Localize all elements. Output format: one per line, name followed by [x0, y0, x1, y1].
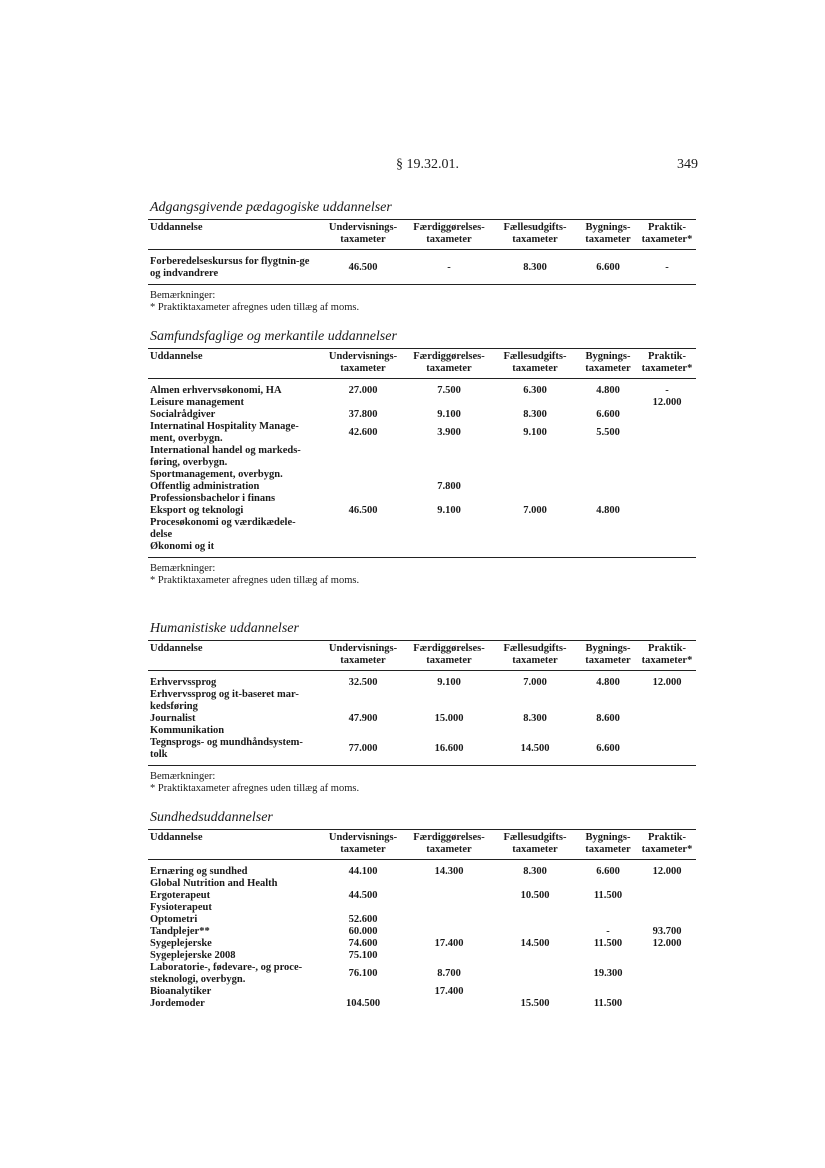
column-header	[492, 220, 578, 250]
education-name: International handel og markeds-føring, overbygn.	[150, 445, 301, 468]
taxameter-value: 8.300	[523, 713, 547, 724]
taxameter-value: 44.500	[348, 890, 378, 901]
taxameter-value	[638, 914, 696, 926]
education-name: Erhvervssprog og it-baseret mar-kedsføring	[150, 689, 299, 712]
table-row	[148, 902, 696, 914]
remarks-heading: Bemærkninger:	[150, 290, 216, 301]
column-header-line: taxameter	[512, 655, 558, 666]
taxameter-value	[406, 926, 492, 938]
taxameter-value	[638, 493, 696, 505]
column-header	[320, 349, 406, 379]
taxameter-value: 5.500	[596, 427, 620, 438]
taxameter-table	[148, 220, 696, 284]
table-row	[148, 469, 696, 481]
taxameter-value: 12.000	[652, 677, 682, 688]
column-header-line: taxameter	[426, 234, 472, 245]
education-name: Sportmanagement, overbygn.	[150, 469, 283, 480]
column-header-line: taxameter*	[641, 363, 693, 374]
taxameter-value	[578, 397, 638, 409]
taxameter-value	[638, 505, 696, 517]
taxameter-value: 15.000	[434, 713, 464, 724]
taxameter-value: 6.600	[596, 409, 620, 420]
taxameter-value	[638, 689, 696, 713]
education-name: Laboratorie-, fødevare-, og proce-steknologi, overbygn.	[150, 962, 303, 985]
column-header-line: Færdiggørelses-	[413, 351, 485, 362]
taxameter-value: 10.500	[520, 890, 550, 901]
taxameter-value	[320, 493, 406, 505]
taxameter-value	[406, 517, 492, 541]
column-header-line: Undervisnings-	[328, 222, 398, 233]
taxameter-value	[492, 926, 578, 938]
taxameter-value	[320, 517, 406, 541]
section-samfundsfaglige	[148, 329, 696, 587]
column-header-line: Undervisnings-	[328, 643, 398, 654]
taxameter-value	[578, 541, 638, 553]
taxameter-value	[320, 725, 406, 737]
taxameter-value	[492, 517, 578, 541]
table-row	[148, 713, 696, 725]
taxameter-value	[320, 481, 406, 493]
taxameter-value: 6.600	[596, 262, 620, 273]
taxameter-value: 6.600	[596, 743, 620, 754]
taxameter-value: 46.500	[348, 262, 378, 273]
table-row	[148, 863, 696, 878]
column-header	[320, 220, 406, 250]
taxameter-value	[638, 962, 696, 986]
column-header-line: Færdiggørelses-	[413, 222, 485, 233]
taxameter-value: 9.100	[437, 505, 461, 516]
taxameter-value: 104.500	[345, 998, 381, 1009]
taxameter-value: 11.500	[593, 938, 623, 949]
taxameter-value	[406, 397, 492, 409]
taxameter-value: 77.000	[348, 743, 378, 754]
taxameter-value: 17.400	[434, 938, 464, 949]
education-name: Økonomi og it	[150, 541, 215, 552]
education-name: Forberedelseskursus for flygtnin-ge og indvandrere	[150, 256, 310, 279]
taxameter-value	[406, 541, 492, 553]
table-row	[148, 725, 696, 737]
column-header-line: Undervisnings-	[328, 832, 398, 843]
column-header-line: taxameter	[340, 363, 386, 374]
section-title: Samfundsfaglige og merkantile uddannelser	[150, 329, 397, 344]
taxameter-value	[320, 986, 406, 998]
column-header	[492, 641, 578, 671]
taxameter-value: 17.400	[434, 986, 464, 997]
table-row	[148, 998, 696, 1010]
taxameter-value	[578, 902, 638, 914]
education-name: Bioanalytiker	[150, 986, 212, 997]
column-header-line: Bygnings-	[585, 351, 631, 362]
education-name: Jordemoder	[150, 998, 205, 1009]
taxameter-value: 4.800	[596, 677, 620, 688]
column-header-line: Fællesudgifts-	[503, 351, 567, 362]
table-row	[148, 397, 696, 409]
taxameter-value	[406, 950, 492, 962]
column-header-line: taxameter	[512, 363, 558, 374]
taxameter-value	[406, 445, 492, 469]
taxameter-value: 6.600	[596, 866, 620, 877]
taxameter-value	[578, 878, 638, 890]
taxameter-value	[638, 986, 696, 998]
taxameter-value	[578, 950, 638, 962]
taxameter-value: 12.000	[652, 866, 682, 877]
column-header-line: taxameter	[585, 363, 631, 374]
taxameter-value	[578, 445, 638, 469]
table-row	[148, 674, 696, 689]
remarks-text: * Praktiktaxameter afregnes uden tillæg af moms.	[150, 575, 360, 586]
taxameter-value	[492, 481, 578, 493]
taxameter-value: 4.800	[596, 505, 620, 516]
taxameter-value	[638, 517, 696, 541]
taxameter-value: 11.500	[593, 998, 623, 1009]
education-name: Internatinal Hospitality Manage-ment, overbygn.	[150, 421, 299, 444]
column-header	[492, 349, 578, 379]
taxameter-value	[406, 890, 492, 902]
education-name: Professionsbachelor i finans	[150, 493, 276, 504]
taxameter-value	[578, 517, 638, 541]
taxameter-value	[638, 902, 696, 914]
taxameter-value: 19.300	[593, 968, 623, 979]
column-header-line: Praktik-	[648, 222, 686, 233]
column-header-line: taxameter	[340, 844, 386, 855]
taxameter-value: 15.500	[520, 998, 550, 1009]
header-row	[148, 220, 696, 250]
table-row	[148, 938, 696, 950]
taxameter-value	[406, 998, 492, 1010]
column-header-line: Uddannelse	[150, 832, 203, 843]
column-header	[148, 349, 320, 379]
taxameter-table	[148, 641, 696, 765]
column-header	[406, 220, 492, 250]
taxameter-value	[638, 737, 696, 761]
taxameter-table	[148, 830, 696, 1014]
section-reference: § 19.32.01.	[396, 157, 459, 172]
taxameter-value: 9.100	[437, 409, 461, 420]
taxameter-value: -	[665, 262, 669, 273]
education-name: Socialrådgiver	[150, 409, 216, 420]
header-row	[148, 349, 696, 379]
table-row	[148, 914, 696, 926]
taxameter-value	[320, 902, 406, 914]
education-name: Tegnsprogs- og mundhåndsystem-tolk	[150, 737, 303, 760]
education-name: Global Nutrition and Health	[150, 878, 278, 889]
taxameter-value	[492, 469, 578, 481]
taxameter-value: 75.100	[348, 950, 378, 961]
column-header-line: Undervisnings-	[328, 351, 398, 362]
column-header-line: Fællesudgifts-	[503, 222, 567, 233]
taxameter-value	[492, 962, 578, 986]
taxameter-value	[406, 902, 492, 914]
column-header-line: taxameter	[585, 844, 631, 855]
taxameter-value	[320, 397, 406, 409]
taxameter-value	[638, 878, 696, 890]
taxameter-value: 8.300	[523, 866, 547, 877]
taxameter-value	[406, 725, 492, 737]
taxameter-value: -	[665, 385, 669, 396]
taxameter-value: 11.500	[593, 890, 623, 901]
taxameter-value	[320, 541, 406, 553]
table-row	[148, 481, 696, 493]
column-header	[578, 830, 638, 860]
table-row	[148, 382, 696, 397]
education-name: Fysioterapeut	[150, 902, 212, 913]
column-header-line: taxameter	[512, 844, 558, 855]
column-header-line: Fællesudgifts-	[503, 832, 567, 843]
taxameter-value	[492, 689, 578, 713]
column-header-line: taxameter	[426, 844, 472, 855]
taxameter-value: -	[606, 926, 610, 937]
education-name: Leisure management	[150, 397, 245, 408]
remarks-text: * Praktiktaxameter afregnes uden tillæg af moms.	[150, 783, 360, 794]
section-adgangsgivende	[148, 200, 696, 314]
column-header	[148, 830, 320, 860]
column-header	[578, 349, 638, 379]
taxameter-value	[492, 445, 578, 469]
column-header-line: taxameter	[426, 655, 472, 666]
taxameter-value	[578, 689, 638, 713]
header-row	[148, 641, 696, 671]
taxameter-value	[320, 469, 406, 481]
table-row	[148, 253, 696, 280]
taxameter-value	[406, 878, 492, 890]
page-number: 349	[677, 157, 698, 172]
table-row	[148, 890, 696, 902]
column-header-line: taxameter	[426, 363, 472, 374]
taxameter-value: 6.300	[523, 385, 547, 396]
taxameter-value	[320, 878, 406, 890]
taxameter-value	[578, 725, 638, 737]
taxameter-value: 12.000	[652, 397, 682, 408]
education-name: Sygeplejerske 2008	[150, 950, 236, 961]
remarks	[148, 558, 696, 587]
education-name: Journalist	[150, 713, 196, 724]
table-end-space	[148, 1010, 696, 1014]
taxameter-value	[492, 397, 578, 409]
taxameter-value	[638, 445, 696, 469]
header-row	[148, 830, 696, 860]
taxameter-value	[578, 481, 638, 493]
taxameter-value	[638, 541, 696, 553]
taxameter-value	[492, 541, 578, 553]
taxameter-value	[638, 950, 696, 962]
column-header-line: Bygnings-	[585, 222, 631, 233]
taxameter-value	[638, 481, 696, 493]
taxameter-value: 3.900	[437, 427, 461, 438]
taxameter-value: 8.700	[437, 968, 461, 979]
column-header-line: Uddannelse	[150, 351, 203, 362]
table-row	[148, 878, 696, 890]
taxameter-value	[320, 689, 406, 713]
column-header-line: Praktik-	[648, 643, 686, 654]
taxameter-value: 7.000	[523, 677, 547, 688]
education-name: Ergoterapeut	[150, 890, 211, 901]
taxameter-value: 60.000	[348, 926, 378, 937]
taxameter-value: 14.500	[520, 743, 550, 754]
education-name: Kommunikation	[150, 725, 225, 736]
column-header	[578, 641, 638, 671]
taxameter-value: 76.100	[348, 968, 378, 979]
taxameter-value	[406, 914, 492, 926]
column-header-line: Bygnings-	[585, 643, 631, 654]
column-header-line: taxameter	[512, 234, 558, 245]
taxameter-value: 52.600	[348, 914, 378, 925]
table-row	[148, 517, 696, 541]
section-title: Sundhedsuddannelser	[150, 810, 273, 825]
education-name: Erhvervssprog	[150, 677, 217, 688]
section-title: Humanistiske uddannelser	[150, 621, 299, 636]
column-header	[638, 220, 696, 250]
remarks-heading: Bemærkninger:	[150, 563, 216, 574]
column-header	[406, 349, 492, 379]
column-header-line: Færdiggørelses-	[413, 643, 485, 654]
education-name: Sygeplejerske	[150, 938, 212, 949]
taxameter-value: 47.900	[348, 713, 378, 724]
taxameter-value	[492, 986, 578, 998]
column-header	[148, 220, 320, 250]
column-header	[406, 830, 492, 860]
table-row	[148, 689, 696, 713]
taxameter-value: 27.000	[348, 385, 378, 396]
taxameter-value: 7.500	[437, 385, 461, 396]
column-header-line: Praktik-	[648, 832, 686, 843]
taxameter-value	[320, 445, 406, 469]
taxameter-value	[578, 469, 638, 481]
taxameter-value	[638, 421, 696, 445]
taxameter-value	[638, 998, 696, 1010]
column-header-line: Praktik-	[648, 351, 686, 362]
taxameter-value: 93.700	[652, 926, 682, 937]
taxameter-value: 8.300	[523, 262, 547, 273]
taxameter-value	[492, 493, 578, 505]
column-header-line: taxameter	[585, 234, 631, 245]
education-name: Optometri	[150, 914, 198, 925]
column-header-line: taxameter*	[641, 844, 693, 855]
taxameter-value	[638, 890, 696, 902]
table-row	[148, 926, 696, 938]
column-header	[320, 641, 406, 671]
education-name: Ernæring og sundhed	[150, 866, 248, 877]
table-row	[148, 409, 696, 421]
section-title: Adgangsgivende pædagogiske uddannelser	[150, 200, 392, 215]
education-name: Eksport og teknologi	[150, 505, 244, 516]
taxameter-value: -	[447, 262, 451, 273]
taxameter-value	[492, 725, 578, 737]
table-row	[148, 505, 696, 517]
taxameter-value: 9.100	[523, 427, 547, 438]
remarks	[148, 285, 696, 314]
column-header-line: taxameter	[585, 655, 631, 666]
table-row	[148, 445, 696, 469]
table-row	[148, 986, 696, 998]
column-header	[578, 220, 638, 250]
table-row	[148, 737, 696, 761]
section-humanistiske	[148, 621, 696, 795]
taxameter-value: 42.600	[348, 427, 378, 438]
taxameter-value	[638, 409, 696, 421]
taxameter-value	[406, 689, 492, 713]
taxameter-value	[492, 914, 578, 926]
taxameter-value: 14.300	[434, 866, 464, 877]
table-row	[148, 493, 696, 505]
section-sundhed	[148, 810, 696, 1014]
column-header	[638, 349, 696, 379]
taxameter-value: 8.300	[523, 409, 547, 420]
remarks	[148, 766, 696, 795]
taxameter-value	[638, 725, 696, 737]
column-header	[320, 830, 406, 860]
taxameter-value: 7.800	[437, 481, 461, 492]
taxameter-value	[578, 914, 638, 926]
taxameter-value: 9.100	[437, 677, 461, 688]
taxameter-table	[148, 349, 696, 557]
table-row	[148, 950, 696, 962]
taxameter-value: 32.500	[348, 677, 378, 688]
column-header-line: taxameter	[340, 234, 386, 245]
taxameter-value: 44.100	[348, 866, 378, 877]
column-header-line: Fællesudgifts-	[503, 643, 567, 654]
column-header-line: taxameter*	[641, 655, 693, 666]
remarks-heading: Bemærkninger:	[150, 771, 216, 782]
taxameter-value	[492, 950, 578, 962]
column-header-line: Uddannelse	[150, 643, 203, 654]
column-header-line: Færdiggørelses-	[413, 832, 485, 843]
taxameter-value	[492, 902, 578, 914]
taxameter-value: 14.500	[520, 938, 550, 949]
taxameter-value	[578, 493, 638, 505]
taxameter-value: 12.000	[652, 938, 682, 949]
taxameter-value	[406, 469, 492, 481]
taxameter-value	[578, 986, 638, 998]
column-header	[406, 641, 492, 671]
taxameter-value: 7.000	[523, 505, 547, 516]
column-header-line: Bygnings-	[585, 832, 631, 843]
taxameter-value: 37.800	[348, 409, 378, 420]
taxameter-value: 4.800	[596, 385, 620, 396]
column-header-line: Uddannelse	[150, 222, 203, 233]
column-header	[492, 830, 578, 860]
education-name: Offentlig administration	[150, 481, 260, 492]
table-row	[148, 421, 696, 445]
taxameter-value	[406, 493, 492, 505]
remarks-text: * Praktiktaxameter afregnes uden tillæg af moms.	[150, 302, 360, 313]
column-header	[638, 641, 696, 671]
education-name: Tandplejer**	[150, 926, 210, 937]
taxameter-value: 74.600	[348, 938, 378, 949]
taxameter-value	[638, 469, 696, 481]
taxameter-value	[638, 713, 696, 725]
taxameter-value: 46.500	[348, 505, 378, 516]
table-row	[148, 962, 696, 986]
taxameter-value	[492, 878, 578, 890]
column-header-line: taxameter*	[641, 234, 693, 245]
taxameter-value: 16.600	[434, 743, 464, 754]
education-name: Almen erhvervsøkonomi, HA	[150, 385, 282, 396]
column-header-line: taxameter	[340, 655, 386, 666]
column-header	[638, 830, 696, 860]
taxameter-value: 8.600	[596, 713, 620, 724]
table-row	[148, 541, 696, 553]
education-name: Procesøkonomi og værdikædele-delse	[150, 517, 296, 540]
column-header	[148, 641, 320, 671]
